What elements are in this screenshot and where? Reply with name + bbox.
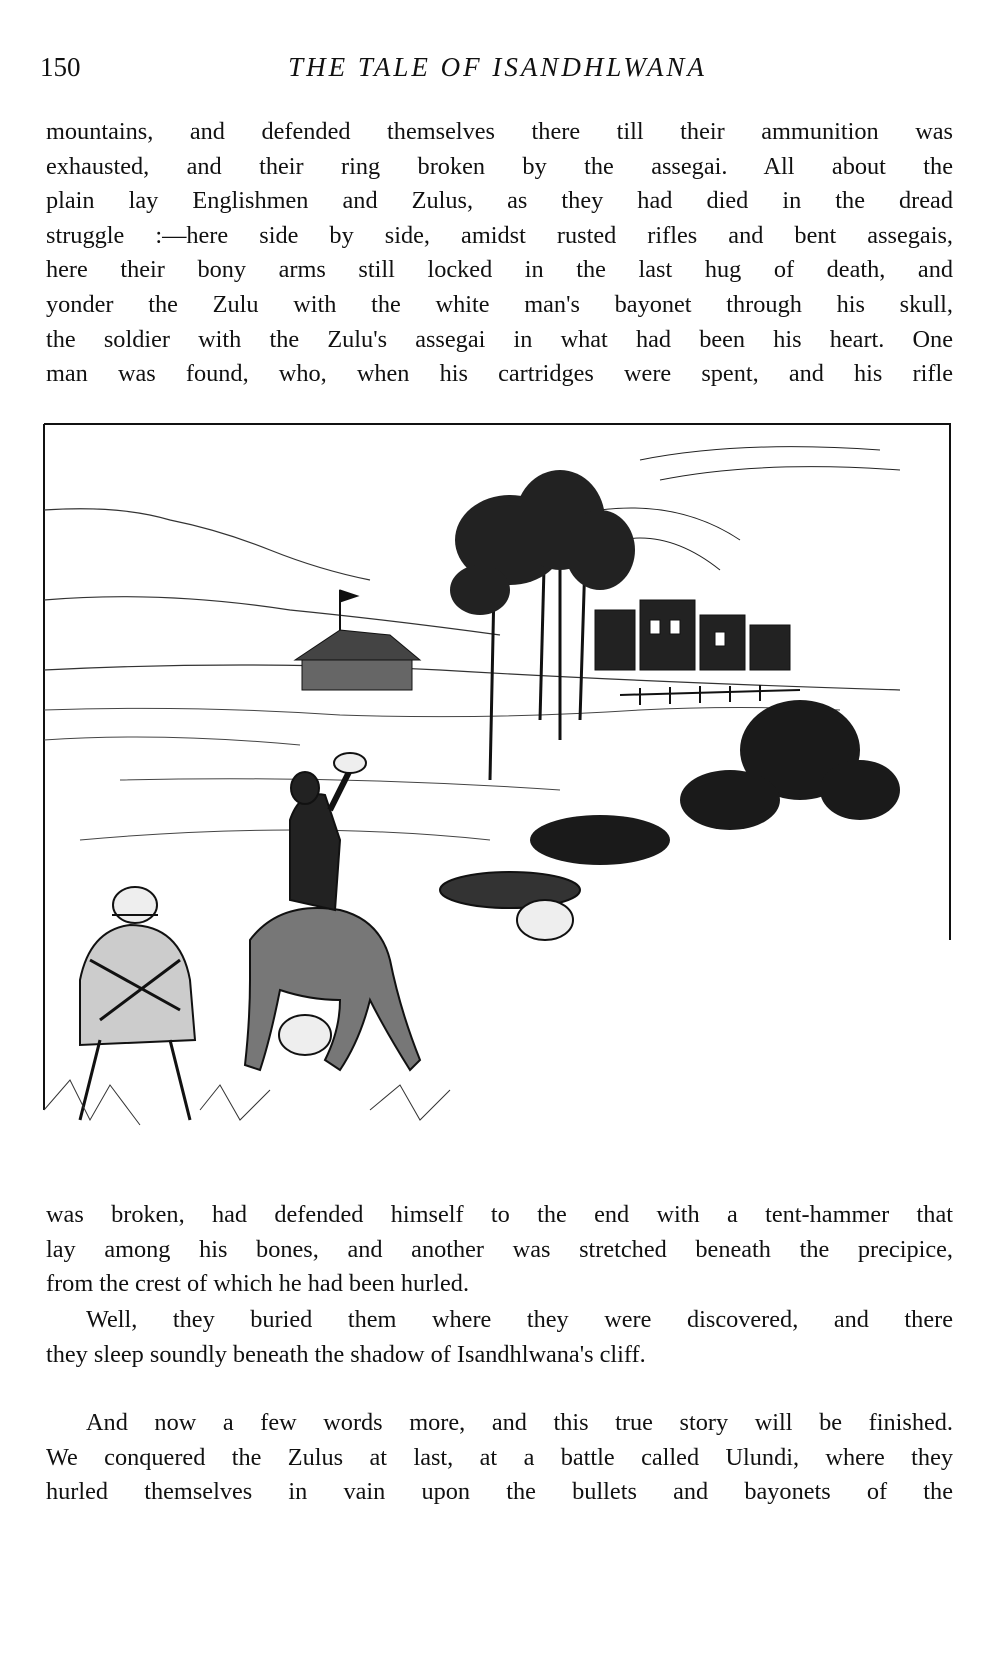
text-line: struggle :—here side by side, amidst rusted rifles and bent assegais,	[46, 221, 953, 249]
smoke-cloud	[600, 447, 900, 570]
top-paragraph	[46, 115, 953, 392]
grass-hatching	[44, 1080, 450, 1125]
text-line: exhausted, and their ring broken by the assegai. All about the	[46, 152, 953, 180]
shrubs	[530, 700, 900, 865]
text-line: man was found, who, when his cartridges were spent, and his rifle	[46, 360, 953, 388]
text-line: mountains, and defended themselves there till their ammunition was	[46, 118, 953, 145]
foreground-soldier	[80, 887, 195, 1120]
running-title: THE TALE OF ISANDHLWANA	[288, 52, 707, 82]
text-line: And now a few words more, and this true story will be finished.	[86, 1409, 953, 1436]
text-line: lay among his bones, and another was stretched beneath the precipice,	[46, 1235, 953, 1263]
fallen-figure	[440, 872, 580, 940]
fence	[620, 685, 800, 705]
page-header	[40, 52, 955, 92]
text-line: Well, they buried them where they were discovered, and there	[86, 1306, 953, 1333]
battlefield-illustration	[40, 420, 952, 1160]
text-line: from the crest of which he had been hurled.	[46, 1270, 470, 1298]
text-line: here their bony arms still locked in the last hug of death, and	[46, 256, 953, 284]
text-line: plain lay Englishmen and Zulus, as they had died in the dread	[46, 187, 953, 215]
text-line: they sleep soundly beneath the shadow of Isandhlwana's cliff.	[46, 1340, 646, 1368]
thatched-hut	[295, 590, 420, 690]
ruined-building	[595, 600, 790, 670]
text-line: We conquered the Zulus at last, at a battle called Ulundi, where they	[46, 1443, 953, 1471]
bottom-paragraph-2	[46, 1303, 953, 1372]
engraving-drawing	[40, 420, 952, 1160]
text-line: the soldier with the Zulu's assegai in what had been his heart. One	[46, 325, 953, 353]
text-line: yonder the Zulu with the white man's bayonet through his skull,	[46, 290, 953, 318]
fallen-helmet	[279, 1015, 331, 1055]
text-line: hurled themselves in vain upon the bullets and bayonets of the	[46, 1478, 953, 1506]
bottom-paragraph-3	[46, 1406, 953, 1510]
page-number: 150	[40, 52, 81, 82]
text-line: was broken, had defended himself to the end with a tent-hammer that	[46, 1201, 953, 1228]
bottom-paragraph-1	[46, 1198, 953, 1302]
mounted-officer	[245, 753, 420, 1070]
